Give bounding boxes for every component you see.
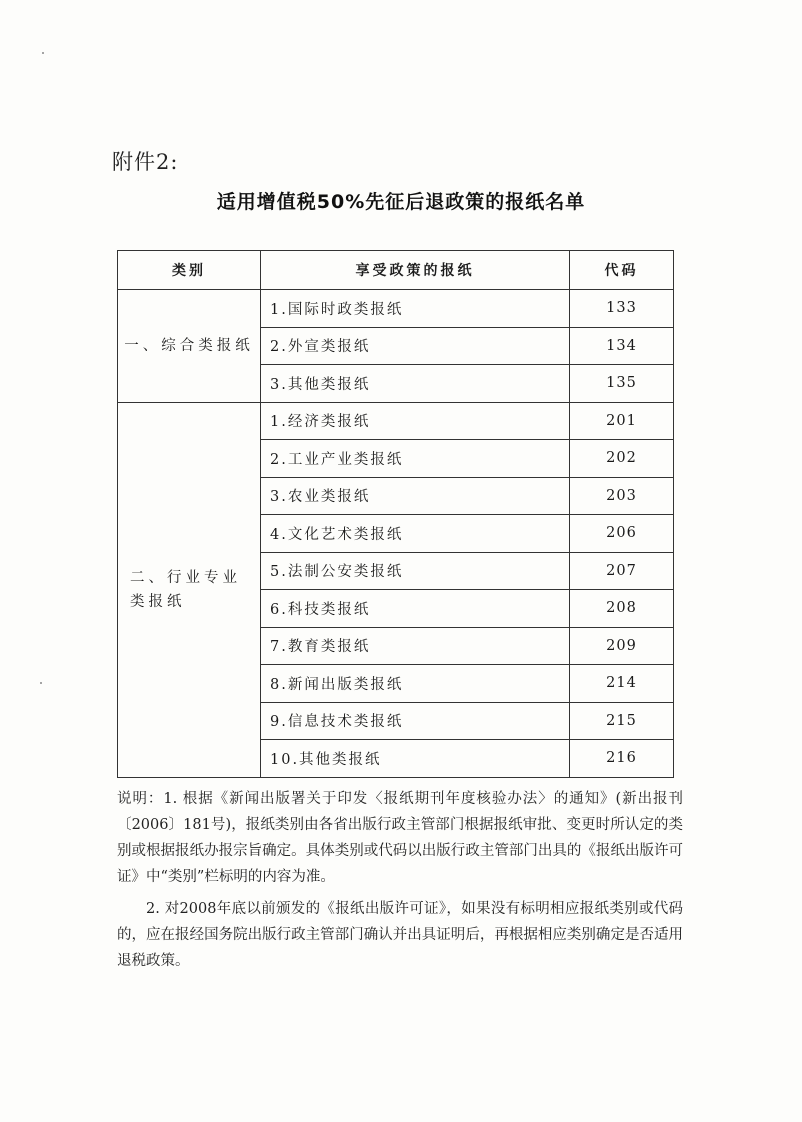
newspaper-name: 4.文化艺术类报纸 (261, 515, 570, 553)
newspaper-code: 215 (570, 702, 674, 740)
newspaper-code: 203 (570, 477, 674, 515)
newspaper-name: 10.其他类报纸 (261, 740, 570, 778)
category-cell (118, 402, 261, 777)
header-newspaper: 享受政策的报纸 (261, 251, 570, 290)
notes-section (117, 786, 683, 974)
note-1: 说明：1. 根据《新闻出版署关于印发〈报纸期刊年度核验办法〉的通知》(新出报刊〔2006〕181号)，报纸类别由各省出版行政主管部门根据报纸审批、变更时所认定的类别或根据报纸办报宗旨确定。具体类别或代码以出版行政主管部门出具的《报纸出版许可证》中“类别”栏标明的内容为准。 (117, 791, 683, 885)
category-cell (118, 290, 261, 403)
newspaper-name: 5.法制公安类报纸 (261, 552, 570, 590)
newspaper-table (117, 250, 674, 778)
table-header-row (118, 251, 674, 290)
attachment-label: 附件2: (112, 150, 179, 174)
header-category: 类别 (118, 251, 261, 290)
newspaper-code: 216 (570, 740, 674, 778)
table-row (118, 290, 674, 328)
newspaper-name: 8.新闻出版类报纸 (261, 665, 570, 703)
newspaper-name: 6.科技类报纸 (261, 590, 570, 628)
newspaper-code: 202 (570, 440, 674, 478)
newspaper-name: 2.工业产业类报纸 (261, 440, 570, 478)
newspaper-name: 9.信息技术类报纸 (261, 702, 570, 740)
newspaper-code: 133 (570, 290, 674, 328)
newspaper-code: 201 (570, 402, 674, 440)
scan-speck (40, 682, 42, 684)
newspaper-name: 3.其他类报纸 (261, 365, 570, 403)
newspaper-name: 3.农业类报纸 (261, 477, 570, 515)
note-2: 2. 对2008年底以前颁发的《报纸出版许可证》，如果没有标明相应报纸类别或代码的，应在报经国务院出版行政主管部门确认并出具证明后，再根据相应类别确定是否适用退税政策。 (117, 901, 683, 969)
scan-speck (42, 52, 44, 54)
newspaper-code: 208 (570, 590, 674, 628)
newspaper-name: 1.经济类报纸 (261, 402, 570, 440)
newspaper-name: 7.教育类报纸 (261, 627, 570, 665)
category-label: 二、行业专业类报纸 (130, 569, 241, 610)
newspaper-name: 1.国际时政类报纸 (261, 290, 570, 328)
newspaper-code: 214 (570, 665, 674, 703)
header-code: 代码 (570, 251, 674, 290)
newspaper-code: 206 (570, 515, 674, 553)
newspaper-code: 209 (570, 627, 674, 665)
newspaper-code: 134 (570, 327, 674, 365)
newspaper-code: 135 (570, 365, 674, 403)
table-row (118, 402, 674, 440)
category-label: 一、综合类报纸 (124, 337, 254, 354)
newspaper-code: 207 (570, 552, 674, 590)
newspaper-name: 2.外宣类报纸 (261, 327, 570, 365)
document-title: 适用增值税50%先征后退政策的报纸名单 (216, 191, 586, 213)
